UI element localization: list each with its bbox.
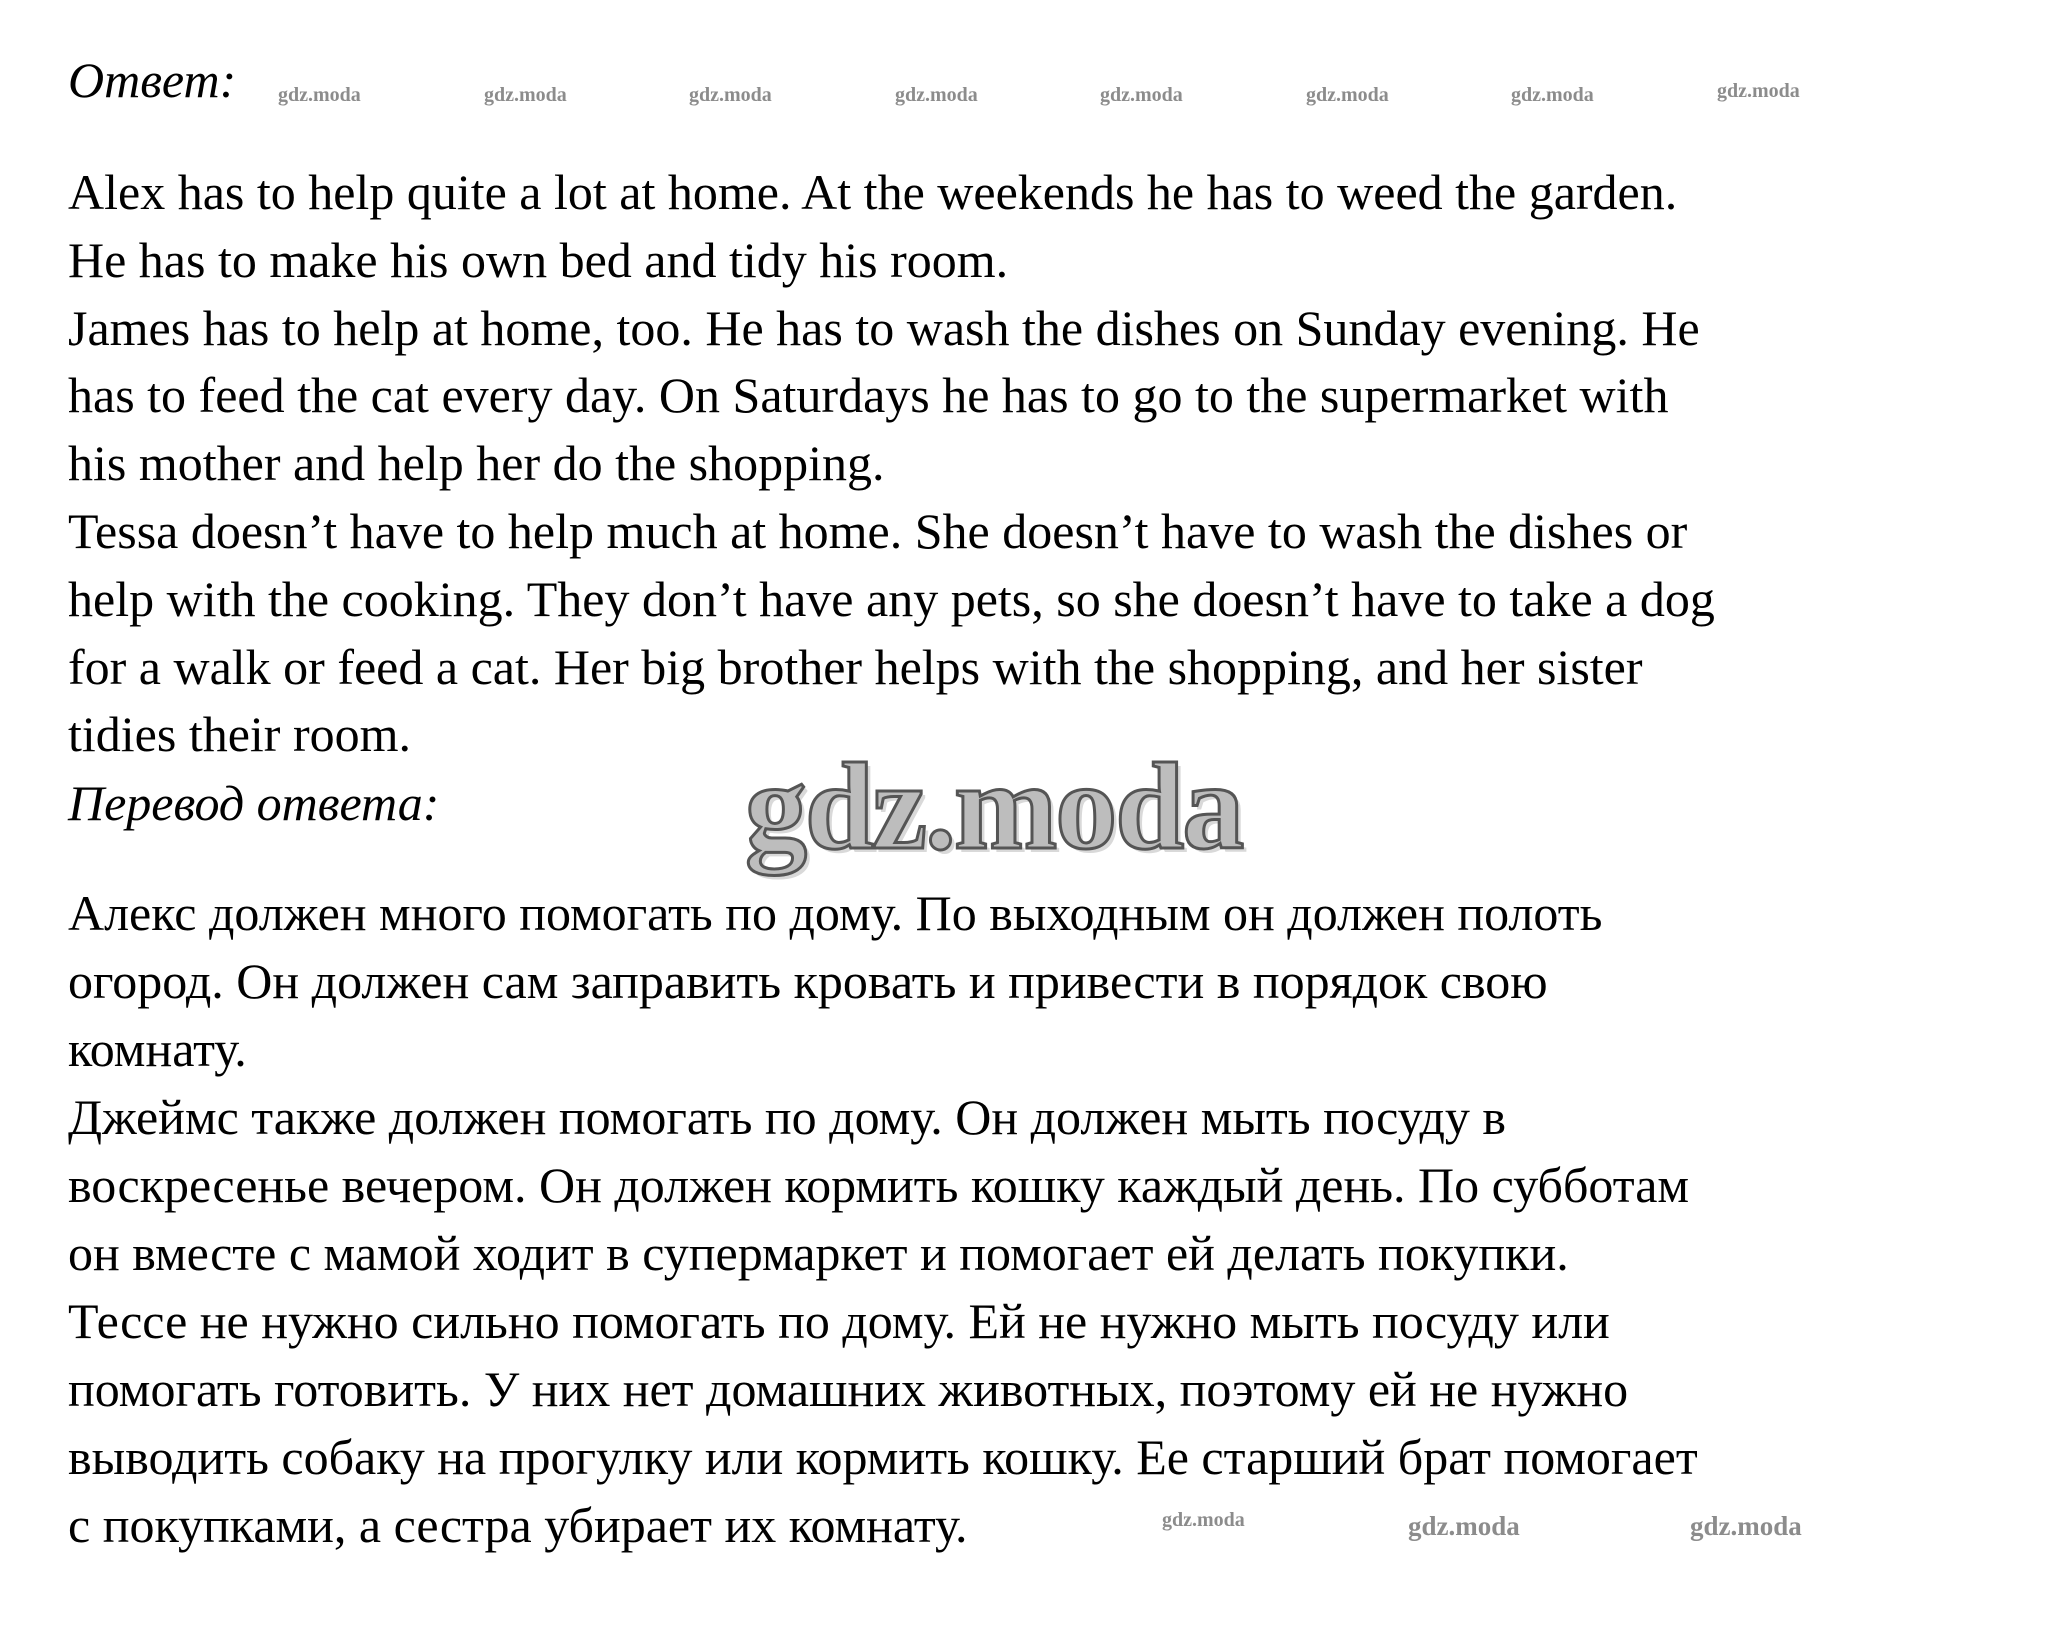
english-line: his mother and help her do the shopping. [68, 435, 885, 491]
russian-line: воскресенье вечером. Он должен кормить кошку каждый день. По субботам [68, 1157, 1690, 1213]
english-line: tidies their room. [68, 706, 411, 762]
watermark: gdz.moda [1162, 1509, 1245, 1531]
english-line: has to feed the cat every day. On Saturdays he has to go to the supermarket with [68, 367, 1669, 423]
russian-line: комнату. [68, 1021, 247, 1077]
watermark: gdz.moda [689, 84, 772, 106]
translation-heading: Перевод ответа: [68, 775, 440, 831]
english-line: He has to make his own bed and tidy his room. [68, 232, 1009, 288]
english-line: Alex has to help quite a lot at home. At the weekends he has to weed the garden. [68, 164, 1678, 220]
russian-line: огород. Он должен сам заправить кровать и привести в порядок свою [68, 953, 1548, 1009]
russian-line: Джеймс также должен помогать по дому. Он должен мыть посуду в [68, 1089, 1507, 1145]
english-line: for a walk or feed a cat. Her big brother helps with the shopping, and her sister [68, 639, 1643, 695]
watermark: gdz.moda [895, 84, 978, 106]
english-line: help with the cooking. They don’t have any pets, so she doesn’t have to take a dog [68, 571, 1715, 627]
russian-line: Алекс должен много помогать по дому. По выходным он должен полоть [68, 885, 1603, 941]
russian-line: он вместе с мамой ходит в супермаркет и помогает ей делать покупки. [68, 1225, 1569, 1281]
russian-line: с покупками, а сестра убирает их комнату. [68, 1497, 968, 1553]
watermark: gdz.moda [1306, 84, 1389, 106]
watermark-logo: gdz.moda [745, 738, 1243, 875]
russian-line: Тессе не нужно сильно помогать по дому. Ей не нужно мыть посуду или [68, 1293, 1610, 1349]
watermark: gdz.moda [1690, 1511, 1802, 1541]
russian-line: выводить собаку на прогулку или кормить кошку. Ее старший брат помогает [68, 1429, 1698, 1485]
russian-line: помогать готовить. У них нет домашних животных, поэтому ей не нужно [68, 1361, 1629, 1417]
watermark: gdz.moda [1511, 84, 1594, 106]
watermark: gdz.moda [484, 84, 567, 106]
answer-heading: Ответ: [68, 52, 237, 108]
watermark: gdz.moda [1717, 80, 1800, 102]
watermark: gdz.moda [278, 84, 361, 106]
english-line: James has to help at home, too. He has to wash the dishes on Sunday evening. He [68, 300, 1700, 356]
english-line: Tessa doesn’t have to help much at home. She doesn’t have to wash the dishes or [68, 503, 1688, 559]
watermark: gdz.moda [1100, 84, 1183, 106]
watermark: gdz.moda [1408, 1511, 1520, 1541]
